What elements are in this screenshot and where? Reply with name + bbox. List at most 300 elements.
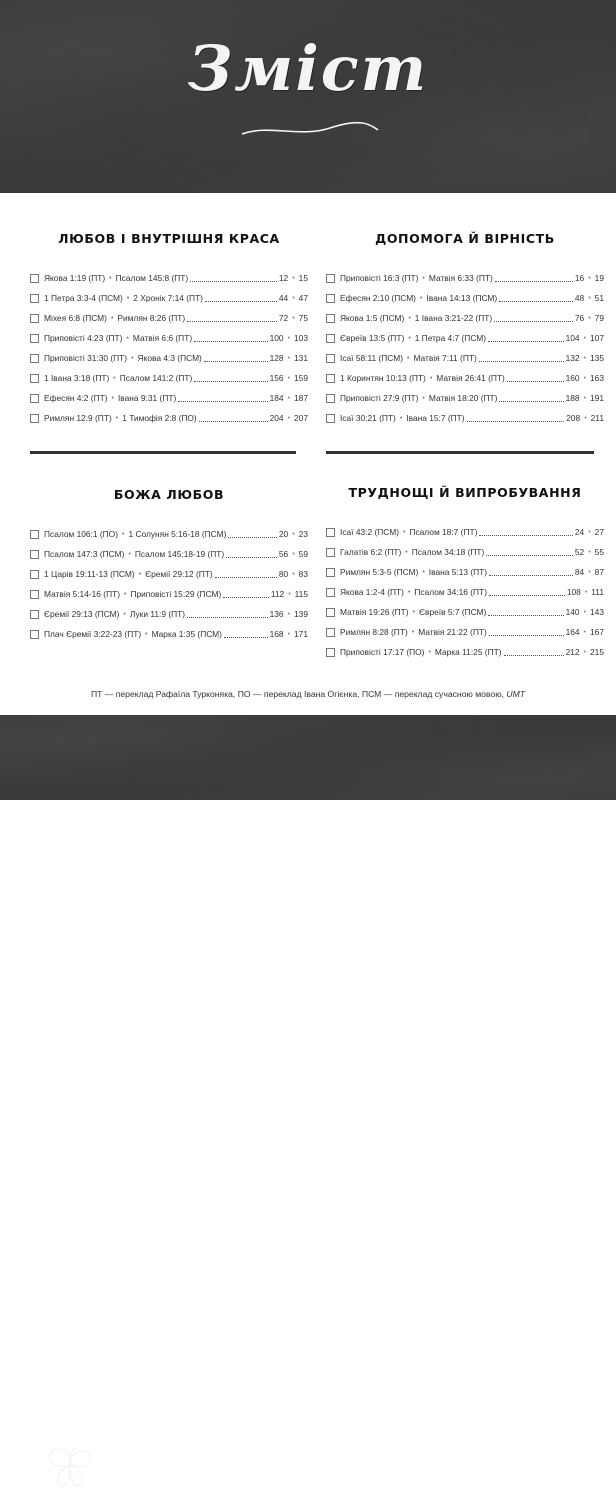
page-number-end: 115 bbox=[294, 589, 308, 599]
page-separator: • bbox=[584, 415, 587, 423]
flourish-ornament bbox=[240, 120, 380, 140]
scripture-ref-primary: Псалом 106:1 (ПО) bbox=[44, 529, 118, 539]
checkbox[interactable] bbox=[326, 528, 335, 537]
scripture-ref-secondary: Матвія 26:41 (ПТ) bbox=[436, 373, 505, 383]
checkbox[interactable] bbox=[326, 294, 335, 303]
list-item bbox=[30, 388, 308, 408]
checkbox[interactable] bbox=[30, 630, 39, 639]
dot-leader bbox=[499, 300, 573, 302]
butterfly-icon bbox=[44, 1445, 96, 1491]
page-numbers bbox=[270, 353, 308, 363]
dot-leader bbox=[205, 300, 277, 302]
scripture-ref-primary: Плач Єремії 3:22-23 (ПТ) bbox=[44, 629, 142, 639]
page-separator: • bbox=[292, 315, 295, 323]
page-number-start: 112 bbox=[270, 589, 285, 599]
bullet-separator: • bbox=[111, 395, 114, 403]
dot-leader bbox=[194, 340, 267, 342]
page-number-start: 80 bbox=[278, 569, 289, 579]
checkbox[interactable] bbox=[326, 394, 335, 403]
scripture-ref-primary: Єремії 29:13 (ПСМ) bbox=[44, 609, 120, 619]
dot-leader bbox=[226, 556, 277, 558]
bullet-separator: • bbox=[422, 275, 425, 283]
page-numbers bbox=[566, 393, 604, 403]
scripture-refs bbox=[44, 529, 226, 539]
list-item bbox=[30, 624, 308, 644]
bullet-separator: • bbox=[110, 315, 114, 323]
scripture-ref-secondary: Марка 1:35 (ПСМ) bbox=[151, 629, 222, 639]
dot-leader bbox=[504, 654, 564, 656]
page-number-start: 136 bbox=[269, 609, 284, 619]
bullet-separator: • bbox=[113, 375, 116, 383]
page-numbers bbox=[566, 607, 604, 617]
list-item bbox=[30, 368, 308, 388]
page-number-end: 59 bbox=[298, 549, 308, 559]
checkbox[interactable] bbox=[326, 374, 335, 383]
page-number-end: 131 bbox=[294, 353, 308, 363]
page-number-end: 207 bbox=[294, 413, 308, 423]
bullet-separator: • bbox=[115, 415, 119, 423]
checkbox[interactable] bbox=[326, 548, 335, 557]
bullet-separator: • bbox=[408, 335, 411, 343]
page-number-end: 163 bbox=[590, 373, 604, 383]
page-numbers bbox=[575, 527, 604, 537]
bullet-separator: • bbox=[407, 589, 411, 597]
scripture-ref-primary: Ісаї 43:2 (ПСМ) bbox=[340, 527, 399, 537]
page-number-end: 51 bbox=[594, 293, 604, 303]
scripture-ref-primary: Приповісті 4:23 (ПТ) bbox=[44, 333, 123, 343]
scripture-ref-primary: Галатів 6:2 (ПТ) bbox=[340, 547, 402, 557]
page-numbers bbox=[575, 293, 604, 303]
dot-leader bbox=[467, 420, 565, 422]
scripture-ref-secondary: Римлян 8:26 (ПТ) bbox=[117, 313, 186, 323]
checkbox[interactable] bbox=[30, 294, 39, 303]
bullet-separator: • bbox=[407, 355, 410, 363]
dot-leader bbox=[187, 320, 277, 322]
page-number-start: 208 bbox=[566, 413, 581, 423]
scripture-ref-secondary: Євреїв 5:7 (ПСМ) bbox=[419, 607, 487, 617]
list-item bbox=[326, 622, 604, 642]
page-number-end: 19 bbox=[594, 273, 604, 283]
list-item bbox=[326, 562, 604, 582]
scripture-refs bbox=[340, 293, 497, 303]
page-numbers bbox=[270, 333, 308, 343]
page-number-end: 75 bbox=[298, 313, 308, 323]
scripture-ref-secondary: Псалом 141:2 (ПТ) bbox=[119, 373, 193, 383]
checkbox[interactable] bbox=[30, 314, 39, 323]
scripture-ref-secondary: 1 Тимофія 2:8 (ПО) bbox=[122, 413, 197, 423]
scripture-refs bbox=[44, 373, 192, 383]
page-number-end: 79 bbox=[594, 313, 604, 323]
section-heading: ДОПОМОГА Й ВІРНІСТЬ bbox=[375, 231, 555, 246]
list-item bbox=[326, 308, 604, 328]
checkbox[interactable] bbox=[30, 570, 39, 579]
scripture-ref-primary: Псалом 147:3 (ПСМ) bbox=[44, 549, 125, 559]
page-number-start: 20 bbox=[278, 529, 289, 539]
entry-list bbox=[326, 268, 604, 428]
scripture-refs bbox=[44, 413, 197, 423]
page-separator: • bbox=[287, 631, 291, 639]
dot-leader bbox=[486, 554, 573, 556]
page-separator: • bbox=[588, 549, 591, 557]
checkbox[interactable] bbox=[326, 334, 335, 343]
page-number-end: 83 bbox=[298, 569, 308, 579]
scripture-refs bbox=[340, 313, 492, 323]
bullet-separator: • bbox=[138, 571, 142, 579]
page-number-end: 103 bbox=[294, 333, 308, 343]
scripture-ref-secondary: Приповісті 15:29 (ПСМ) bbox=[130, 589, 222, 599]
page-numbers bbox=[271, 589, 308, 599]
dot-leader bbox=[499, 400, 563, 402]
list-item bbox=[326, 542, 604, 562]
page-separator: • bbox=[588, 529, 591, 537]
scripture-ref-secondary: Івана 15:7 (ПТ) bbox=[406, 413, 465, 423]
list-item bbox=[30, 408, 308, 428]
scripture-ref-secondary: Івана 14:13 (ПСМ) bbox=[426, 293, 498, 303]
bullet-separator: • bbox=[408, 315, 411, 323]
checkbox[interactable] bbox=[326, 608, 335, 617]
scripture-refs bbox=[340, 273, 493, 283]
checkbox[interactable] bbox=[326, 274, 335, 283]
page-numbers bbox=[279, 273, 308, 283]
section-help-faithfulness bbox=[326, 231, 604, 428]
page-number-start: 168 bbox=[269, 629, 284, 639]
scripture-refs bbox=[340, 647, 502, 657]
page-numbers bbox=[279, 569, 308, 579]
scripture-ref-primary: Римлян 12:9 (ПТ) bbox=[44, 413, 112, 423]
scripture-ref-primary: Приповісті 27:9 (ПТ) bbox=[340, 393, 419, 403]
dot-leader bbox=[194, 380, 267, 382]
scripture-ref-secondary: Псалом 145:8 (ПТ) bbox=[115, 273, 189, 283]
scripture-ref-secondary: Матвія 7:11 (ПТ) bbox=[413, 353, 477, 363]
page-separator: • bbox=[583, 649, 587, 657]
bullet-separator: • bbox=[402, 529, 406, 537]
checkbox[interactable] bbox=[30, 610, 39, 619]
page-numbers bbox=[270, 373, 308, 383]
list-item bbox=[326, 522, 604, 542]
checkbox[interactable] bbox=[326, 314, 335, 323]
list-item bbox=[30, 268, 308, 288]
page-number-start: 48 bbox=[574, 293, 585, 303]
scripture-ref-primary: Ефесян 2:10 (ПСМ) bbox=[340, 293, 416, 303]
bullet-separator: • bbox=[422, 395, 425, 403]
scripture-ref-secondary: Єремії 29:12 (ПТ) bbox=[145, 569, 213, 579]
entry-list bbox=[30, 268, 308, 428]
checkbox[interactable] bbox=[30, 374, 39, 383]
list-item bbox=[326, 368, 604, 388]
page-number-end: 215 bbox=[590, 647, 604, 657]
page-separator: • bbox=[292, 275, 295, 283]
list-item bbox=[30, 328, 308, 348]
page-separator: • bbox=[583, 335, 587, 343]
checkbox[interactable] bbox=[30, 414, 39, 423]
list-item bbox=[326, 328, 604, 348]
bullet-separator: • bbox=[128, 551, 131, 559]
list-item bbox=[30, 604, 308, 624]
page-numbers bbox=[270, 609, 308, 619]
page-separator: • bbox=[583, 375, 587, 383]
scripture-refs bbox=[340, 333, 486, 343]
bullet-separator: • bbox=[109, 275, 112, 283]
page-separator: • bbox=[583, 355, 587, 363]
dot-leader bbox=[228, 536, 276, 538]
list-item bbox=[326, 268, 604, 288]
list-item bbox=[326, 388, 604, 408]
checkbox[interactable] bbox=[326, 568, 335, 577]
dot-leader bbox=[495, 280, 573, 282]
page-number-start: 104 bbox=[565, 333, 580, 343]
page-numbers bbox=[566, 627, 604, 637]
dot-leader bbox=[494, 320, 573, 322]
legend-text: ПТ — переклад Рафаїла Турконяка, ПО — переклад Івана Огієнка, ПСМ — переклад сучасною мовою, bbox=[90, 689, 507, 699]
page-number-start: 84 bbox=[574, 567, 585, 577]
page-number-start: 76 bbox=[574, 313, 585, 323]
page-number-end: 87 bbox=[594, 567, 604, 577]
dot-leader bbox=[223, 596, 268, 598]
page-number-end: 211 bbox=[590, 413, 604, 423]
list-item bbox=[30, 564, 308, 584]
page-number-start: 128 bbox=[269, 353, 284, 363]
scripture-ref-primary: Якова 1:2-4 (ПТ) bbox=[340, 587, 404, 597]
page-number-end: 167 bbox=[590, 627, 604, 637]
dot-leader bbox=[489, 634, 564, 636]
page-separator: • bbox=[588, 295, 591, 303]
page-numbers bbox=[566, 333, 604, 343]
scripture-ref-primary: Євреїв 13:5 (ПТ) bbox=[340, 333, 405, 343]
page-numbers bbox=[566, 413, 604, 423]
page-separator: • bbox=[287, 611, 291, 619]
scripture-ref-primary: 1 Царів 19:11-13 (ПСМ) bbox=[44, 569, 135, 579]
page-separator: • bbox=[287, 395, 291, 403]
page-separator: • bbox=[583, 609, 587, 617]
bullet-separator: • bbox=[126, 295, 130, 303]
section-heading: БОЖА ЛЮБОВ bbox=[113, 487, 225, 502]
page-number-start: 164 bbox=[565, 627, 580, 637]
page-separator: • bbox=[584, 589, 588, 597]
section-heading: ТРУДНОЩІ Й ВИПРОБУВАННЯ bbox=[348, 485, 582, 500]
checkbox[interactable] bbox=[326, 648, 335, 657]
page-number-start: 132 bbox=[565, 353, 580, 363]
list-item bbox=[30, 584, 308, 604]
page-numbers bbox=[270, 629, 308, 639]
scripture-ref-secondary: Луки 11:9 (ПТ) bbox=[129, 609, 186, 619]
scripture-refs bbox=[340, 547, 484, 557]
page-number-end: 187 bbox=[294, 393, 308, 403]
page-numbers bbox=[279, 313, 308, 323]
bullet-separator: • bbox=[131, 355, 134, 363]
dot-leader bbox=[224, 636, 268, 638]
scripture-ref-secondary: 1 Івана 3:21-22 (ПТ) bbox=[414, 313, 493, 323]
bullet-separator: • bbox=[411, 629, 415, 637]
checkbox[interactable] bbox=[30, 530, 39, 539]
page-numbers bbox=[279, 293, 308, 303]
page-separator: • bbox=[583, 629, 587, 637]
scripture-refs bbox=[340, 567, 487, 577]
bullet-separator: • bbox=[124, 591, 127, 599]
list-item bbox=[326, 348, 604, 368]
scripture-refs bbox=[340, 627, 487, 637]
scripture-refs bbox=[340, 353, 477, 363]
page-numbers bbox=[270, 393, 308, 403]
scripture-ref-secondary: Матвія 6:6 (ПТ) bbox=[132, 333, 193, 343]
dot-leader bbox=[488, 614, 563, 616]
scripture-ref-secondary: Псалом 34:18 (ПТ) bbox=[411, 547, 485, 557]
section-gods-love bbox=[30, 487, 308, 644]
dot-leader bbox=[489, 594, 565, 596]
translation-legend bbox=[0, 689, 616, 699]
scripture-refs bbox=[340, 413, 465, 423]
page-number-start: 12 bbox=[278, 273, 289, 283]
page-number-start: 140 bbox=[565, 607, 580, 617]
page-number-end: 27 bbox=[594, 527, 604, 537]
page-separator: • bbox=[287, 375, 291, 383]
scripture-refs bbox=[44, 589, 221, 599]
page-number-end: 47 bbox=[298, 293, 308, 303]
page-number-end: 15 bbox=[298, 273, 308, 283]
scripture-refs bbox=[44, 293, 203, 303]
checkbox[interactable] bbox=[30, 590, 39, 599]
page-number-start: 16 bbox=[574, 273, 585, 283]
page-number-start: 72 bbox=[278, 313, 289, 323]
page-separator: • bbox=[292, 551, 295, 559]
scripture-ref-secondary: Івана 9:31 (ПТ) bbox=[117, 393, 177, 403]
checkbox[interactable] bbox=[30, 274, 39, 283]
bullet-separator: • bbox=[419, 295, 423, 303]
scripture-ref-secondary: Матвія 6:33 (ПТ) bbox=[428, 273, 493, 283]
checkbox[interactable] bbox=[326, 414, 335, 423]
scripture-refs bbox=[340, 393, 497, 403]
page-number-start: 24 bbox=[574, 527, 585, 537]
footer-chalkboard bbox=[0, 715, 616, 800]
list-item bbox=[326, 288, 604, 308]
checkbox[interactable] bbox=[326, 588, 335, 597]
entry-list bbox=[326, 522, 604, 662]
bullet-separator: • bbox=[428, 649, 431, 657]
checkbox[interactable] bbox=[326, 354, 335, 363]
page-title: Зміст bbox=[187, 32, 429, 105]
scripture-ref-primary: Приповісті 31:30 (ПТ) bbox=[44, 353, 128, 363]
dot-leader bbox=[479, 360, 564, 362]
page-separator: • bbox=[287, 335, 291, 343]
bullet-separator: • bbox=[412, 609, 416, 617]
page-separator: • bbox=[588, 315, 591, 323]
page-separator: • bbox=[588, 569, 591, 577]
scripture-ref-primary: Приповісті 16:3 (ПТ) bbox=[340, 273, 419, 283]
checkbox[interactable] bbox=[326, 628, 335, 637]
scripture-refs bbox=[44, 273, 188, 283]
dot-leader bbox=[215, 576, 277, 578]
page-numbers bbox=[270, 413, 308, 423]
page-numbers bbox=[575, 313, 604, 323]
page-numbers bbox=[566, 647, 604, 657]
scripture-ref-primary: Ісаї 58:11 (ПСМ) bbox=[340, 353, 404, 363]
scripture-ref-secondary: 1 Петра 4:7 (ПСМ) bbox=[414, 333, 487, 343]
page-number-end: 107 bbox=[590, 333, 604, 343]
section-hardships-trials bbox=[326, 485, 604, 662]
section-heading: ЛЮБОВ І ВНУТРІШНЯ КРАСА bbox=[58, 231, 280, 246]
scripture-ref-secondary: 2 Хронік 7:14 (ПТ) bbox=[133, 293, 203, 303]
scripture-ref-secondary: Матвія 21:22 (ПТ) bbox=[418, 627, 487, 637]
scripture-ref-primary: Римлян 8:28 (ПТ) bbox=[340, 627, 408, 637]
page-number-start: 56 bbox=[278, 549, 289, 559]
list-item bbox=[326, 602, 604, 622]
list-item bbox=[30, 524, 308, 544]
bullet-separator: • bbox=[122, 531, 125, 539]
dot-leader bbox=[489, 574, 573, 576]
page-number-start: 184 bbox=[269, 393, 284, 403]
page-number-start: 100 bbox=[269, 333, 284, 343]
scripture-ref-secondary: Івана 5:13 (ПТ) bbox=[428, 567, 488, 577]
scripture-ref-primary: 1 Івана 3:18 (ПТ) bbox=[44, 373, 110, 383]
page-numbers bbox=[566, 373, 604, 383]
checkbox[interactable] bbox=[30, 550, 39, 559]
list-item bbox=[30, 288, 308, 308]
page-number-end: 191 bbox=[590, 393, 604, 403]
page-numbers bbox=[567, 587, 604, 597]
page-number-start: 52 bbox=[574, 547, 585, 557]
scripture-refs bbox=[44, 609, 185, 619]
scripture-ref-primary: Якова 1:5 (ПСМ) bbox=[340, 313, 405, 323]
scripture-ref-primary: Ефесян 4:2 (ПТ) bbox=[44, 393, 108, 403]
scripture-ref-secondary: Псалом 18:7 (ПТ) bbox=[409, 527, 478, 537]
page-number-start: 108 bbox=[566, 587, 581, 597]
page-number-start: 188 bbox=[565, 393, 580, 403]
dot-leader bbox=[204, 360, 268, 362]
bullet-separator: • bbox=[405, 549, 408, 557]
list-item bbox=[326, 582, 604, 602]
list-item bbox=[30, 308, 308, 328]
section-divider bbox=[30, 451, 296, 454]
checkbox[interactable] bbox=[30, 394, 39, 403]
scripture-refs bbox=[44, 569, 213, 579]
scripture-ref-primary: Ісаї 30:21 (ПТ) bbox=[340, 413, 396, 423]
checkbox[interactable] bbox=[30, 354, 39, 363]
scripture-refs bbox=[340, 607, 486, 617]
page-number-end: 23 bbox=[298, 529, 308, 539]
scripture-ref-secondary: Псалом 34:16 (ПТ) bbox=[414, 587, 487, 597]
dot-leader bbox=[479, 534, 573, 536]
page-number-end: 171 bbox=[294, 629, 308, 639]
page-numbers bbox=[279, 529, 308, 539]
scripture-ref-secondary: Марка 11:25 (ПТ) bbox=[434, 647, 502, 657]
list-item bbox=[30, 544, 308, 564]
scripture-refs bbox=[44, 393, 176, 403]
section-love-inner-beauty bbox=[30, 231, 308, 428]
page-separator: • bbox=[287, 355, 291, 363]
page-separator: • bbox=[292, 531, 295, 539]
page-separator: • bbox=[588, 275, 591, 283]
page-numbers bbox=[575, 273, 604, 283]
page-number-start: 44 bbox=[278, 293, 289, 303]
scripture-ref-primary: Міхея 6:8 (ПСМ) bbox=[44, 313, 107, 323]
scripture-ref-primary: Римлян 5:3-5 (ПСМ) bbox=[340, 567, 419, 577]
page-separator: • bbox=[583, 395, 587, 403]
legend-italic: UMT bbox=[506, 689, 526, 699]
scripture-refs bbox=[44, 333, 192, 343]
scripture-refs bbox=[44, 353, 202, 363]
page-numbers bbox=[566, 353, 604, 363]
dot-leader bbox=[488, 340, 564, 342]
checkbox[interactable] bbox=[30, 334, 39, 343]
bullet-separator: • bbox=[399, 415, 403, 423]
scripture-ref-secondary: Якова 4:3 (ПСМ) bbox=[137, 353, 202, 363]
scripture-refs bbox=[44, 313, 185, 323]
page-number-end: 143 bbox=[590, 607, 604, 617]
page-number-end: 55 bbox=[594, 547, 604, 557]
page-number-end: 159 bbox=[294, 373, 308, 383]
page-numbers bbox=[279, 549, 308, 559]
scripture-ref-primary: Якова 1:19 (ПТ) bbox=[44, 273, 106, 283]
bullet-separator: • bbox=[126, 335, 129, 343]
